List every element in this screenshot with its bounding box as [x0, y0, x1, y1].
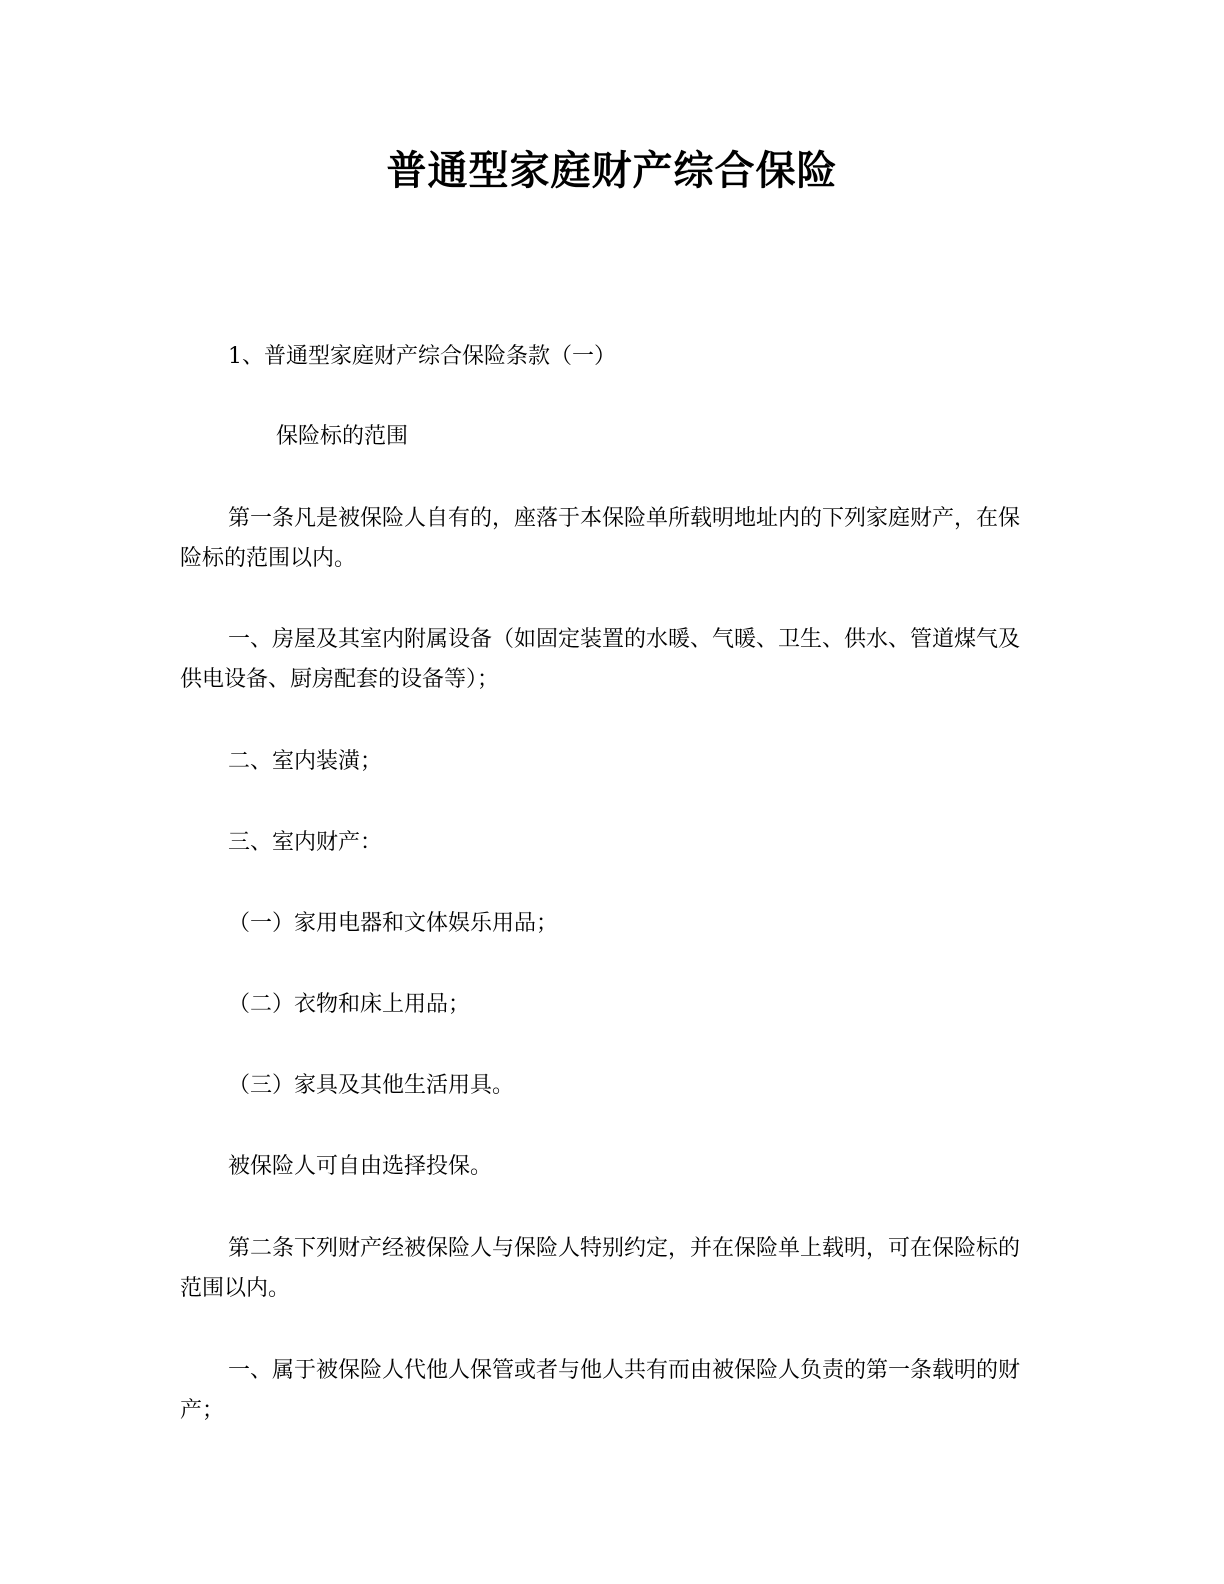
document-title: 普通型家庭财产综合保险 — [386, 148, 838, 194]
article-1-item-2: 二、室内装潢； — [228, 749, 383, 774]
clause-heading: 1、普通型家庭财产综合保险条款（一） — [228, 344, 616, 369]
article-2-item-1: 一、属于被保险人代他人保管或者与他人共有而由被保险人负责的第一条载明的财产； — [180, 1358, 1021, 1423]
article-2-paragraph: 第二条下列财产经被保险人与保险人特别约定，并在保险单上载明，可在保险标的范围以内。 — [180, 1236, 1021, 1301]
article-1-paragraph: 第一条凡是被保险人自有的，座落于本保险单所载明地址内的下列家庭财产，在保险标的范围以内。 — [180, 506, 1021, 571]
section-heading: 保险标的范围 — [276, 424, 409, 449]
article-1-subitem-2: （二）衣物和床上用品； — [228, 992, 471, 1017]
article-1-item-1: 一、房屋及其室内附属设备（如固定装置的水暖、气暖、卫生、供水、管道煤气及供电设备、厨房配套的设备等）； — [180, 627, 1021, 692]
article-1-subitem-1: （一）家用电器和文体娱乐用品； — [228, 911, 559, 936]
article-1-subitem-3: （三）家具及其他生活用具。 — [228, 1073, 515, 1098]
article-1-item-3: 三、室内财产： — [228, 830, 383, 855]
article-1-note: 被保险人可自由选择投保。 — [228, 1154, 493, 1179]
